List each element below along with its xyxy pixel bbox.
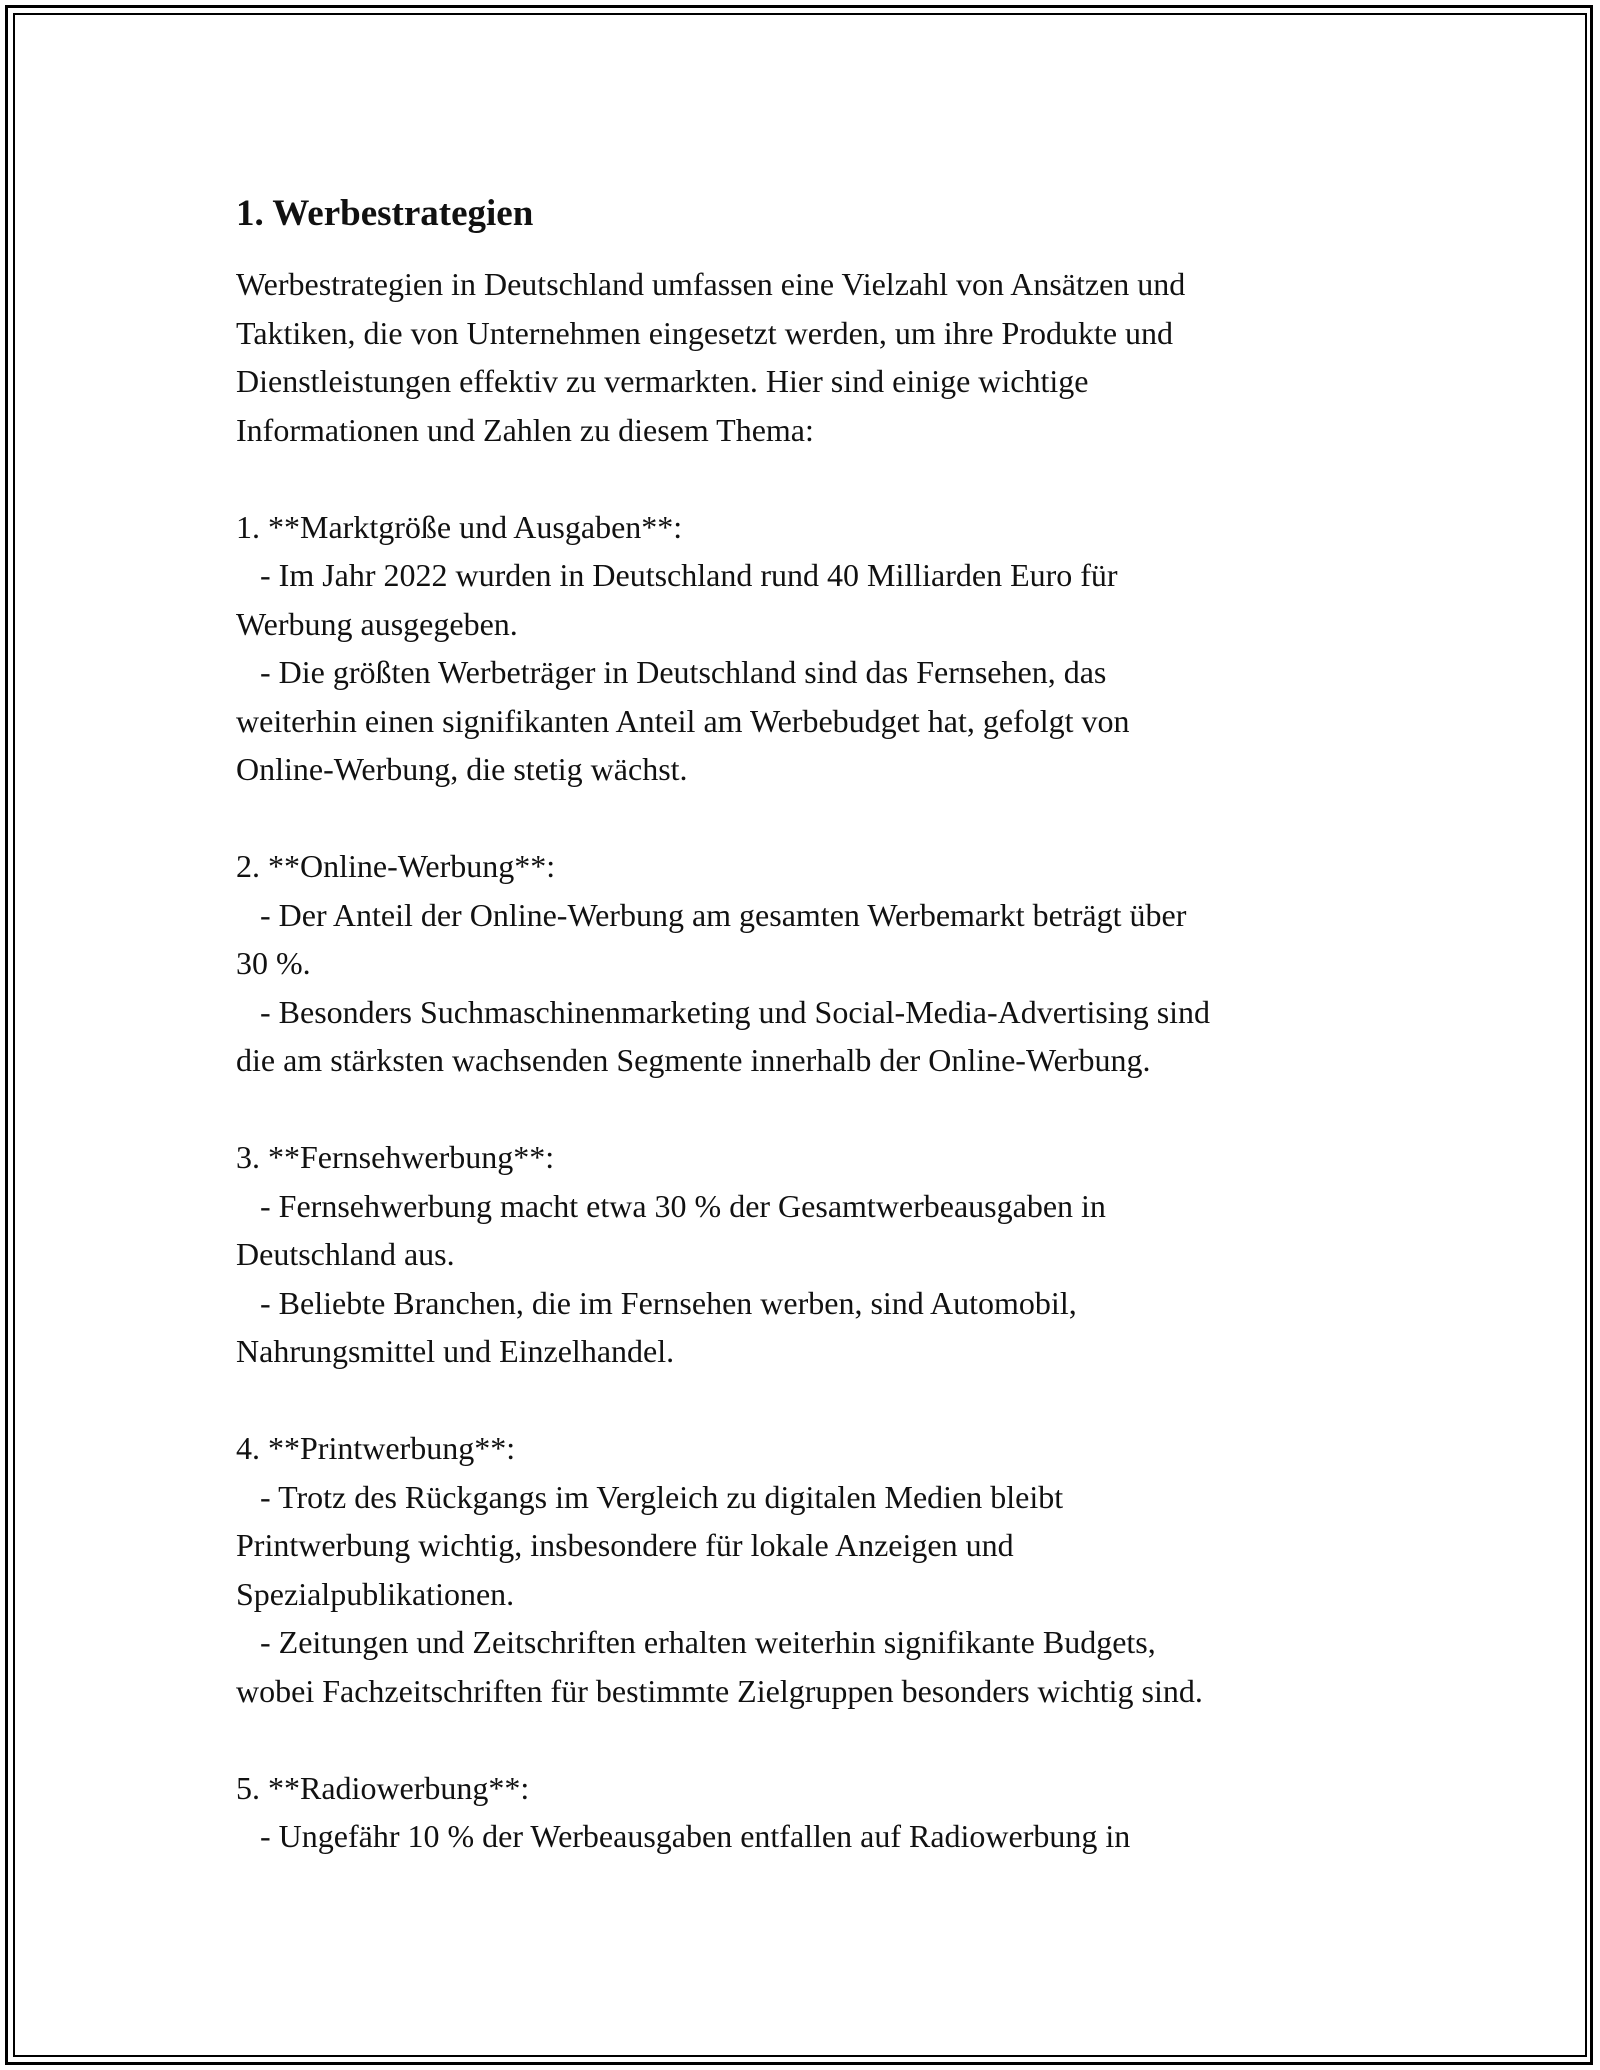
section-line: Printwerbung wichtig, insbesondere für lokale Anzeigen und [236,1527,1014,1563]
section-line: - Ungefähr 10 % der Werbeausgaben entfallen auf Radiowerbung in [236,1818,1131,1854]
section-line: - Die größten Werbeträger in Deutschland sind das Fernsehen, das [236,654,1107,690]
section-line: weiterhin einen signifikanten Anteil am Werbebudget hat, gefolgt von [236,702,1130,739]
section-radio-advertising [236,1764,1376,1861]
section-line: Deutschland aus. [236,1236,455,1272]
intro-paragraph [236,260,1376,454]
intro-line: Taktiken, die von Unternehmen eingesetzt werden, um ihre Produkte und [236,314,1174,351]
section-print-advertising [236,1424,1376,1715]
section-line: Werbung ausgegeben. [236,605,518,642]
section-online-advertising [236,842,1376,1085]
section-line: - Der Anteil der Online-Werbung am gesamten Werbemarkt beträgt über [236,896,1187,933]
section-heading: 3. **Fernsehwerbung**: [236,1139,555,1175]
intro-line: Dienstleistungen effektiv zu vermarkten. Hier sind einige wichtige [236,363,1089,399]
section-line: - Trotz des Rückgangs im Vergleich zu digitalen Medien bleibt [236,1478,1064,1515]
spacer [236,1376,1376,1425]
section-tv-advertising [236,1133,1376,1376]
spacer [236,794,1376,843]
intro-line: Informationen und Zahlen zu diesem Thema: [236,411,814,448]
section-heading: 1. **Marktgröße und Ausgaben**: [236,508,683,545]
section-line: die am stärksten wachsenden Segmente innerhalb der Online-Werbung. [236,1042,1151,1078]
document-title: 1. Werbestrategien [236,193,534,234]
section-market-size [236,503,1376,794]
section-line: Nahrungsmittel und Einzelhandel. [236,1333,675,1369]
section-line: Online-Werbung, die stetig wächst. [236,751,688,787]
section-line: - Beliebte Branchen, die im Fernsehen werben, sind Automobil, [236,1284,1077,1321]
section-line: - Besonders Suchmaschinenmarketing und Social-Media-Advertising sind [236,993,1211,1030]
spacer [236,1085,1376,1134]
spacer [236,1715,1376,1764]
section-line: - Zeitungen und Zeitschriften erhalten weiterhin signifikante Budgets, [236,1624,1156,1660]
intro-line: Werbestrategien in Deutschland umfassen eine Vielzahl von Ansätzen und [236,266,1186,302]
section-line: - Fernsehwerbung macht etwa 30 % der Gesamtwerbeausgaben in [236,1187,1106,1224]
document-page [236,186,1376,1861]
section-line: 30 %. [236,945,311,981]
section-heading: 4. **Printwerbung**: [236,1430,516,1466]
section-line: wobei Fachzeitschriften für bestimmte Zielgruppen besonders wichtig sind. [236,1672,1203,1709]
section-heading: 2. **Online-Werbung**: [236,848,556,884]
section-line: - Im Jahr 2022 wurden in Deutschland rund 40 Milliarden Euro für [236,557,1118,593]
section-line: Spezialpublikationen. [236,1575,515,1612]
spacer [236,454,1376,503]
section-heading: 5. **Radiowerbung**: [236,1769,530,1806]
